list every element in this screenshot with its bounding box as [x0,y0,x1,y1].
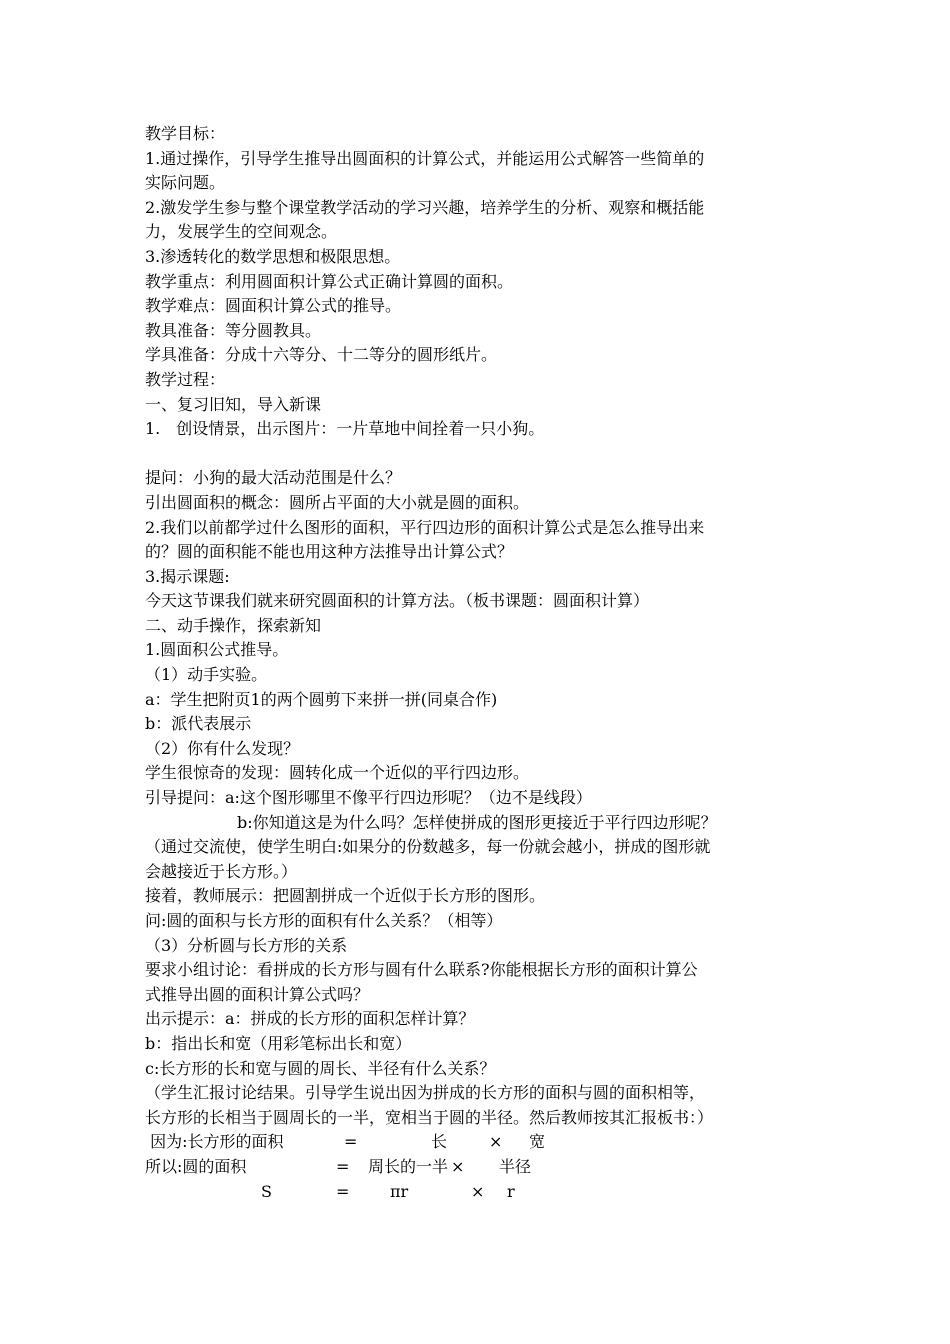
formula-operator: × [489,1132,503,1152]
step-2: 2.我们以前都学过什么图形的面积，平行四边形的面积计算公式是怎么推导出来 [145,517,705,537]
report-cont: 长方形的长相当于圆周长的一半，宽相当于圆的半径。然后教师按其汇报板书：） [145,1107,714,1127]
formula-operator: × [451,1156,465,1176]
formula-row-symbolic [145,1180,811,1205]
formula-label: S [261,1181,272,1201]
lesson-plan-text [145,122,811,1204]
blank-line [145,442,811,467]
student-materials: 学具准备：分成十六等分、十二等分的圆形纸片。 [145,345,498,365]
explanation-cont: 会越接近于长方形。） [145,861,298,881]
section-2-title: 二、动手操作，探索新知 [145,615,322,635]
heading-process: 教学过程： [145,369,226,389]
objective-1: 1.通过操作，引导学生推导出圆面积的计算公式，并能运用公式解答一些简单的 [145,148,705,168]
question-dog: 提问：小狗的最大活动范围是什么？ [145,468,402,488]
guide-question-b: b:你知道这是为什么吗？怎样使拼成的图形更接近于平行四边形呢？ [237,812,717,832]
relation-question: 问:圆的面积与长方形的面积有什么关系？（相等） [145,911,503,930]
key-point: 教学重点：利用圆面积计算公式正确计算圆的面积。 [145,271,514,291]
objective-1-cont: 实际问题。 [145,173,226,193]
topic-reveal: 今天这节课我们就来研究圆面积的计算方法。（板书课题：圆面积计算） [145,591,650,611]
report: （学生汇报讨论结果。引导学生说出因为拼成的长方形的面积与圆的面积相等， [145,1083,706,1103]
formula-term-b: 半径 [499,1156,532,1176]
teacher-demo: 接着，教师展示：把圆割拼成一个近似于长方形的图形。 [145,886,546,906]
hint-c: c:长方形的长和宽与圆的周长、半径有什么关系？ [145,1058,496,1078]
formula-row-therefore [145,1155,811,1180]
formula-equals: = [336,1156,350,1176]
step-2-cont: 的？圆的面积能不能也用这种方法推导出计算公式？ [145,542,514,562]
formula-label: 因为:长方形的面积 [145,1132,284,1152]
formula-term-a: πr [390,1181,409,1201]
formula-label: 所以:圆的面积 [145,1156,247,1176]
formula-equals: = [336,1181,350,1201]
group-discussion-cont: 式推导出圆的面积计算公式吗？ [145,984,370,1004]
item-a: a：学生把附页1的两个圆剪下来拼一拼(同桌合作) [145,689,498,709]
formula-term-b: 宽 [529,1132,546,1152]
teaching-aids: 教具准备：等分圆教具。 [145,320,322,340]
hint-a: 出示提示：a：拼成的长方形的面积怎样计算？ [145,1009,475,1029]
item-b: b：派代表展示 [145,714,252,734]
formula-equals: = [344,1132,358,1152]
explanation: （通过交流使，使学生明白:如果分的份数越多，每一份就会越小，拼成的图形就 [145,837,711,857]
step-1: 1. 创设情景，出示图片：一片草地中间拴着一只小狗。 [145,419,545,439]
sub-3: （3）分析圆与长方形的关系 [145,935,348,955]
objective-2-cont: 力，发展学生的空间观念。 [145,222,338,242]
formula-derivation: 1.圆面积公式推导。 [145,640,289,660]
discovery: 学生很惊奇的发现：圆转化成一个近似的平行四边形。 [145,763,530,783]
formula-term-b: r [507,1181,515,1201]
heading-objectives: 教学目标： [145,124,226,143]
section-1-title: 一、复习旧知，导入新课 [145,394,322,414]
objective-3: 3.渗透转化的数学思想和极限思想。 [145,246,401,266]
concept-area: 引出圆面积的概念：圆所占平面的大小就是圆的面积。 [145,492,530,512]
sub-1: （1）动手实验。 [145,665,268,685]
guide-question-a: 引导提问：a:这个图形哪里不像平行四边形呢？（边不是线段） [145,788,592,808]
sub-2: （2）你有什么发现？ [145,738,300,758]
objective-2: 2.激发学生参与整个课堂教学活动的学习兴趣，培养学生的分析、观察和概括能 [145,197,705,217]
step-3: 3.揭示课题: [145,566,230,586]
difficult-point: 教学难点：圆面积计算公式的推导。 [145,296,402,316]
formula-operator: × [471,1181,485,1201]
hint-b: b：指出长和宽（用彩笔标出长和宽） [145,1033,412,1053]
formula-row-because [145,1130,811,1155]
formula-term-a: 长 [431,1132,448,1152]
group-discussion: 要求小组讨论：看拼成的长方形与圆有什么联系?你能根据长方形的面积计算公 [145,960,698,980]
formula-term-a: 周长的一半 [368,1156,449,1176]
